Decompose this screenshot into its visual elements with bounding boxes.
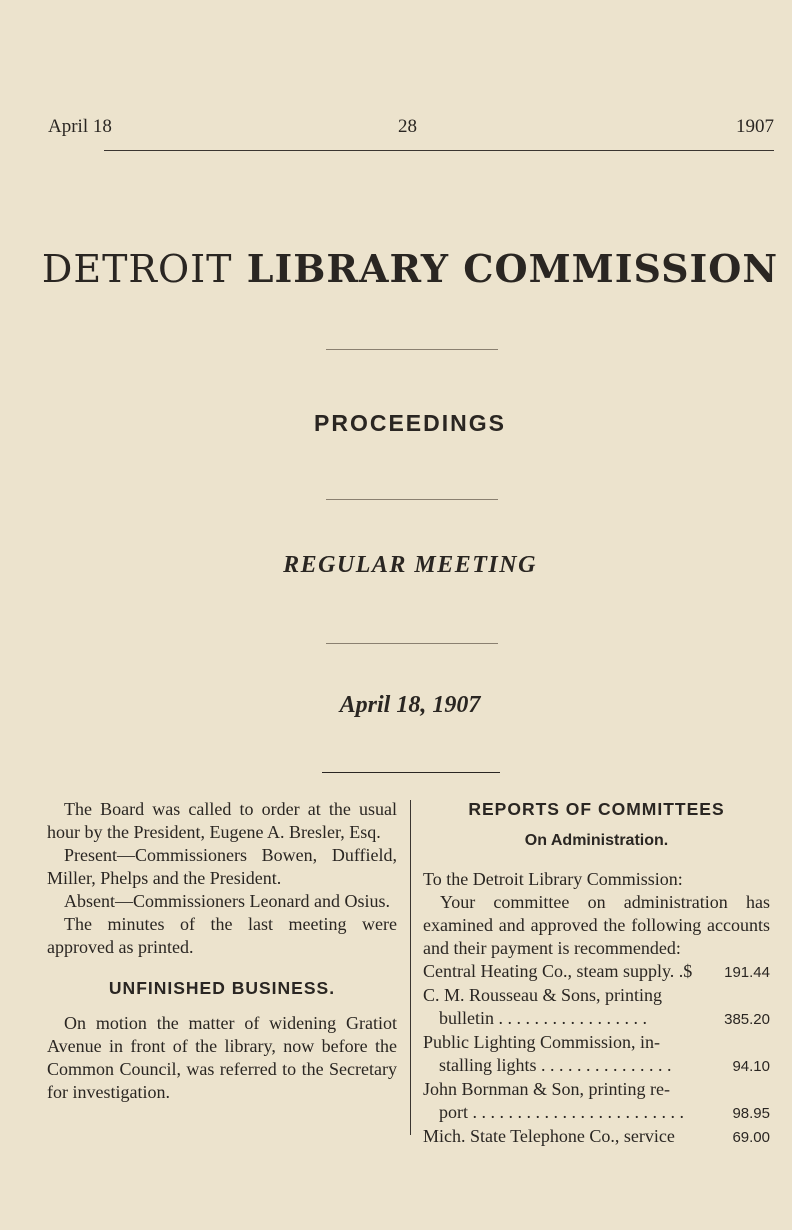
account-amount: 385.20 — [724, 1011, 770, 1028]
account-row — [423, 960, 770, 984]
account-amount: 69.00 — [732, 1129, 770, 1146]
account-row — [423, 1078, 770, 1125]
title-first-word: DETROIT — [41, 247, 233, 291]
account-row — [423, 1125, 770, 1149]
left-column — [47, 798, 397, 1104]
account-amount: 191.44 — [724, 964, 770, 981]
administration-subheading: On Administration. — [524, 832, 669, 849]
reports-heading: REPORTS OF COMMITTEES — [468, 799, 725, 819]
account-name: Mich. State Telephone Co., service — [423, 1126, 675, 1146]
title-rest: LIBRARY COMMISSION — [246, 246, 779, 291]
meeting-date: April 18, 1907 — [339, 692, 481, 718]
paragraph: The Board was called to order at the usual hour by the President, Eugene A. Bresler, Esq. — [47, 799, 397, 842]
header-rule — [104, 150, 774, 151]
divider-rule — [326, 499, 498, 500]
divider-rule — [326, 349, 498, 350]
account-name-cont: bulletin . . . . . . . . . . . . . . . . . — [439, 1008, 647, 1028]
account-row — [423, 1031, 770, 1078]
paragraph: Absent—Commissioners Leonard and Osius. — [64, 891, 390, 911]
paragraph: On motion the matter of widening Gratiot Avenue in front of the library, now before the Common Council, was referred to the Secretary for investigation. — [47, 1013, 397, 1102]
intro-paragraph: Your committee on administration has examined and approved the following accounts and their payment is recommended: — [423, 892, 770, 958]
unfinished-business-heading: UNFINISHED BUSINESS. — [108, 978, 336, 998]
account-name: Public Lighting Commission, in- — [423, 1032, 661, 1052]
salutation: To the Detroit Library Commission: — [423, 869, 683, 889]
page-title — [0, 246, 792, 291]
account-name: John Bornman & Son, printing re- — [423, 1079, 670, 1099]
running-head-date: April 18 — [48, 116, 112, 137]
divider-rule-bold — [322, 772, 500, 773]
account-name-cont: stalling lights . . . . . . . . . . . . . . . — [439, 1055, 672, 1075]
right-column — [423, 798, 770, 1149]
page-number: 28 — [398, 116, 417, 137]
account-amount: 98.95 — [732, 1105, 770, 1122]
column-divider-full — [410, 800, 411, 1135]
meeting-heading: REGULAR MEETING — [283, 552, 537, 578]
account-name: Central Heating Co., steam supply. .$ — [423, 961, 693, 981]
divider-rule — [326, 643, 498, 644]
proceedings-heading: PROCEEDINGS — [314, 410, 506, 436]
running-head-year: 1907 — [736, 116, 774, 137]
account-name-cont: port . . . . . . . . . . . . . . . . . . . . . . . . — [439, 1102, 684, 1122]
account-name: C. M. Rousseau & Sons, printing — [423, 985, 663, 1005]
account-row — [423, 984, 770, 1031]
paragraph: Present—Commissioners Bowen, Duffield, Miller, Phelps and the President. — [47, 845, 397, 888]
running-head — [48, 116, 774, 142]
account-amount: 94.10 — [732, 1058, 770, 1075]
paragraph: The minutes of the last meeting were approved as printed. — [47, 914, 397, 957]
